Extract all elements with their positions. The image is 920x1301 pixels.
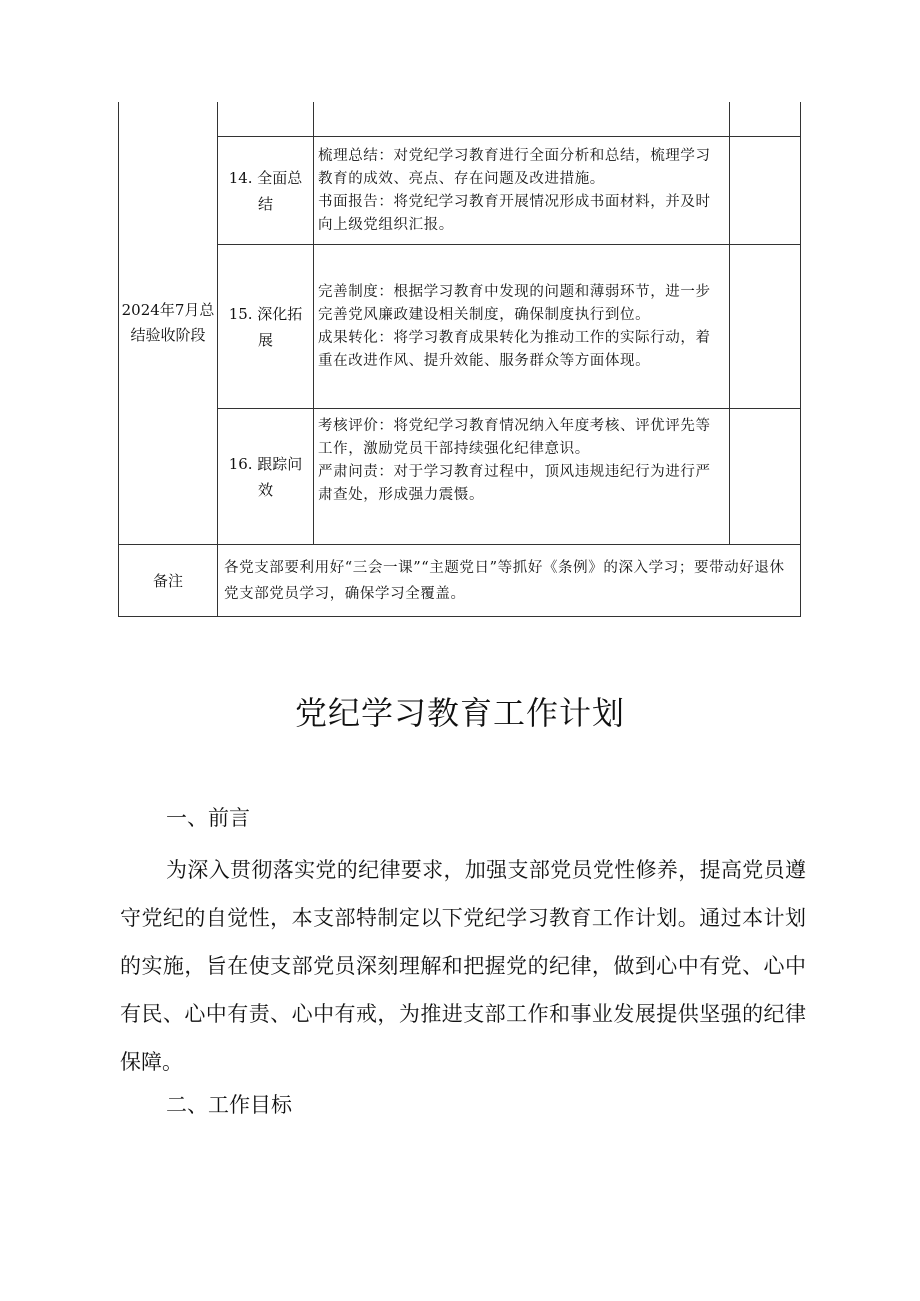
description-line: 严肃问责：对于学习教育过程中，顶风违规违纪行为进行严肃查处，形成强力震慑。: [318, 464, 711, 503]
remark-row: [119, 545, 801, 617]
table-cell: [730, 409, 801, 545]
item-label: 15. 深化拓展: [228, 304, 303, 349]
item-cell: [218, 245, 314, 409]
remark-label-cell: [119, 545, 218, 617]
remark-text-cell: [218, 545, 801, 617]
section-heading-preface: 一、前言: [166, 806, 250, 830]
description-line: 完善制度：根据学习教育中发现的问题和薄弱环节，进一步完善党风廉政建设相关制度，确保制度执行到位。: [318, 283, 711, 323]
preface-paragraph: 为深入贯彻落实党的纪律要求，加强支部党员党性修养，提高党员遵守党纪的自觉性，本支部特制定以下党纪学习教育工作计划。通过本计划的实施，旨在使支部党员深刻理解和把握党的纪律，做到心中有党、心中有民、心中有责、心中有戒，为推进支部工作和事业发展提供坚强的纪律保障。: [120, 858, 806, 1074]
table-row-continued: [119, 102, 801, 137]
plan-table: [118, 102, 801, 617]
description-cell: [314, 137, 730, 245]
item-label: 14. 全面总结: [228, 168, 303, 213]
stage-label: 2024年7月总结验收阶段: [121, 301, 215, 344]
description-cell: [314, 409, 730, 545]
description-cell: [314, 245, 730, 409]
table-cell: [730, 102, 801, 137]
description-line: 考核评价：将党纪学习教育情况纳入年度考核、评优评先等工作，激励党员干部持续强化纪律意识。: [318, 418, 711, 457]
table-row: [119, 137, 801, 245]
item-cell: [218, 137, 314, 245]
document-title: 党纪学习教育工作计划: [294, 694, 625, 732]
table-row: [119, 245, 801, 409]
item-label: 16. 跟踪问效: [228, 454, 303, 499]
description-line: 梳理总结：对党纪学习教育进行全面分析和总结，梳理学习教育的成效、亮点、存在问题及改进措施。: [318, 147, 711, 187]
description-line: 成果转化：将学习教育成果转化为推动工作的实际行动，着重在改进作风、提升效能、服务群众等方面体现。: [318, 329, 711, 369]
section-heading-goals: 二、工作目标: [166, 1093, 292, 1117]
table-cell: [314, 102, 730, 137]
description-line: 书面报告：将党纪学习教育开展情况形成书面材料，并及时向上级党组织汇报。: [318, 193, 711, 233]
remark-label: 备注: [152, 572, 183, 590]
table-cell: [730, 137, 801, 245]
stage-cell: [119, 102, 218, 545]
remark-text: 各党支部要利用好“三会一课”“主题党日”等抓好《条例》的深入学习；要带动好退休党支部党员学习，确保学习全覆盖。: [224, 559, 785, 602]
item-cell: [218, 409, 314, 545]
table-cell: [730, 245, 801, 409]
table-row: [119, 409, 801, 545]
table-cell: [218, 102, 314, 137]
